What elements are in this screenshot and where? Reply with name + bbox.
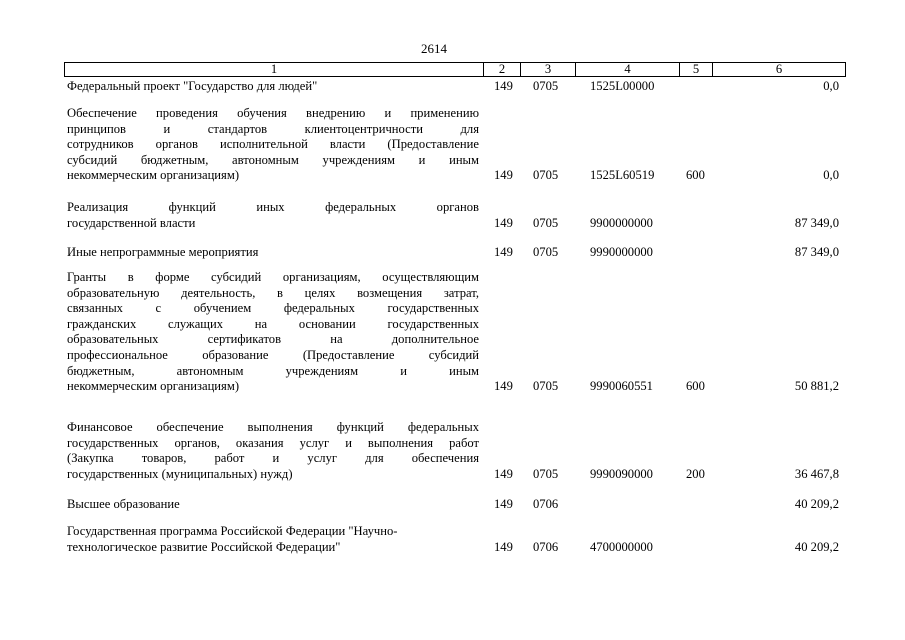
- amount-value: 50 881,2: [794, 379, 839, 394]
- row-description: [67, 245, 479, 261]
- ministry-code: 149: [494, 539, 513, 554]
- row-description: [67, 524, 479, 555]
- description-line: профессиональное образование (Предоставление субсидий: [67, 347, 479, 362]
- description-line: образовательных сертификатов на дополнительное: [67, 332, 479, 347]
- description-line: Федеральный проект "Государство для людей": [67, 79, 318, 93]
- target-article-code: 1525L60519: [590, 168, 655, 183]
- table-row: [0, 106, 905, 184]
- table-row: [0, 420, 905, 482]
- table-row: [0, 79, 905, 95]
- description-line: образовательную деятельность, в целях возмещения затрат,: [67, 285, 479, 300]
- description-line: Государственная программа Российской Федерации "Научно-: [67, 524, 398, 538]
- section-code: 0705: [533, 466, 559, 481]
- amount-value: 87 349,0: [794, 215, 839, 230]
- row-description: [67, 420, 479, 482]
- header-col-4: 4: [624, 62, 631, 76]
- amount-value: 87 349,0: [794, 245, 839, 259]
- expense-type-code: 600: [686, 379, 705, 394]
- description-line: государственных (муниципальных) нужд): [67, 466, 293, 481]
- target-article-code: 1525L00000: [590, 79, 655, 93]
- description-line: некоммерческим организациям): [67, 379, 240, 394]
- header-col-6: 6: [775, 62, 783, 76]
- row-description: [67, 497, 479, 513]
- section-code: 0705: [533, 168, 559, 183]
- amount-value: 40 209,2: [794, 539, 839, 554]
- section-code: 0706: [533, 539, 559, 554]
- description-line: бюджетным, автономным учреждениям и иным: [67, 363, 479, 378]
- page-number: 2614: [421, 41, 447, 56]
- header-col-2: 2: [498, 62, 506, 76]
- row-description: [67, 200, 479, 231]
- ministry-code: 149: [494, 497, 513, 511]
- target-article-code: 9990090000: [590, 466, 653, 481]
- description-line: Гранты в форме субсидий организациям, осуществляющим: [67, 270, 479, 284]
- description-line: Реализация функций иных федеральных органов: [67, 200, 479, 214]
- ministry-code: 149: [494, 466, 513, 481]
- table-row: [0, 270, 905, 395]
- ministry-code: 149: [494, 215, 513, 230]
- section-code: 0705: [533, 79, 559, 93]
- description-line: субсидий бюджетным, автономным учреждениям и иным: [67, 152, 479, 167]
- description-line: сотрудников органов исполнительной власти (Предоставление: [67, 137, 479, 152]
- expense-type-code: 600: [686, 168, 705, 183]
- ministry-code: 149: [494, 79, 513, 93]
- description-line: государственной власти: [67, 215, 196, 230]
- ministry-code: 149: [494, 379, 513, 394]
- table-row: [0, 200, 905, 231]
- table-row: [0, 245, 905, 261]
- description-line: гражданских служащих на основании государственных: [67, 316, 479, 331]
- section-code: 0706: [533, 497, 559, 511]
- header-col-5: 5: [692, 62, 700, 76]
- description-line: государственных органов, оказания услуг и выполнения работ: [67, 435, 479, 450]
- description-line: (Закупка товаров, работ и услуг для обеспечения: [67, 451, 479, 466]
- table-row: [0, 524, 905, 555]
- amount-value: 40 209,2: [794, 497, 839, 511]
- amount-value: 0,0: [823, 79, 839, 93]
- section-code: 0705: [533, 245, 559, 259]
- row-description: [67, 79, 479, 95]
- description-line: Финансовое обеспечение выполнения функций федеральных: [67, 420, 479, 434]
- row-description: [67, 106, 479, 184]
- section-code: 0705: [533, 379, 559, 394]
- section-code: 0705: [533, 215, 559, 230]
- expense-type-code: 200: [686, 466, 705, 481]
- amount-value: 36 467,8: [794, 466, 839, 481]
- table-row: [0, 497, 905, 513]
- target-article-code: 9990000000: [590, 245, 653, 259]
- description-line: Обеспечение проведения обучения внедрению и применению: [67, 106, 479, 120]
- amount-value: 0,0: [823, 168, 839, 183]
- description-line: некоммерческим организациям): [67, 168, 240, 183]
- ministry-code: 149: [494, 168, 513, 183]
- description-line: технологическое развитие Российской Федерации": [67, 539, 341, 554]
- target-article-code: 9900000000: [590, 215, 653, 230]
- description-line: принципов и стандартов клиентоцентричности для: [67, 121, 479, 136]
- header-col-3: 3: [544, 62, 552, 76]
- description-line: Высшее образование: [67, 497, 180, 511]
- description-line: связанных с обучением федеральных государственных: [67, 301, 479, 316]
- header-col-1: 1: [270, 62, 278, 76]
- row-description: [67, 270, 479, 395]
- description-line: Иные непрограммные мероприятия: [67, 245, 259, 259]
- target-article-code: 9990060551: [590, 379, 653, 394]
- ministry-code: 149: [494, 245, 513, 259]
- table-header: [64, 62, 846, 77]
- target-article-code: 4700000000: [590, 539, 653, 554]
